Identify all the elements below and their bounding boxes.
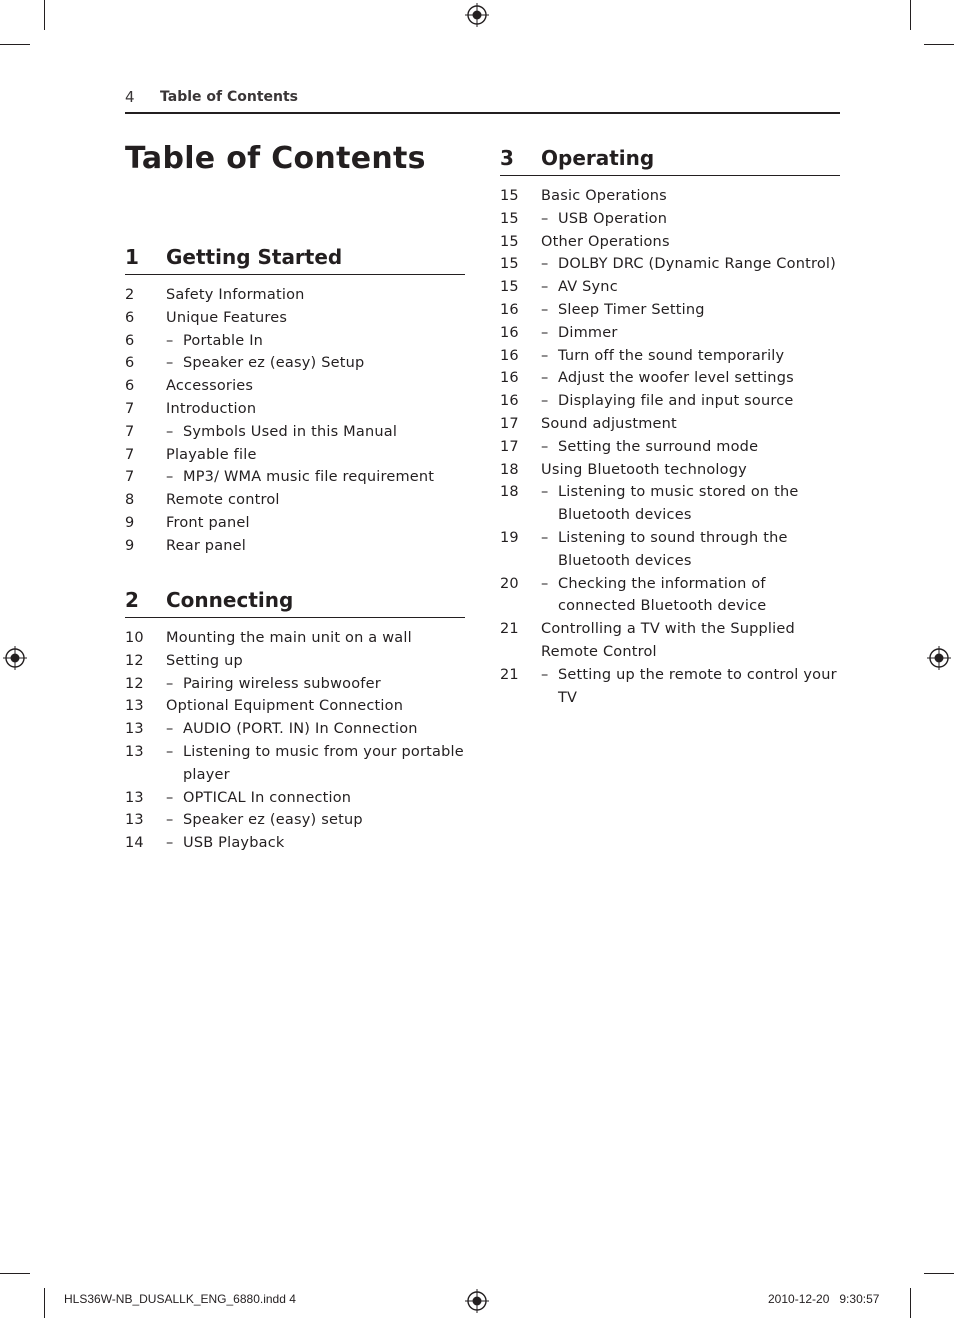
toc-entry-text: Introduction (166, 400, 257, 417)
dash-bullet-icon: – (541, 438, 549, 455)
toc-entry-text: Sound adjustment (541, 415, 677, 432)
toc-subentry (500, 253, 840, 276)
toc-entry-text: Setting up (166, 652, 243, 669)
toc-entry (125, 398, 465, 421)
toc-page-number: 7 (125, 446, 135, 463)
section-title: Operating (541, 146, 655, 170)
toc-entry-text: AUDIO (PORT. IN) In Connection (183, 721, 418, 738)
toc-entry (125, 489, 465, 512)
toc-page-number: 7 (125, 423, 135, 440)
toc-section-getting-started (125, 244, 465, 558)
toc-entry-text: Listening to music stored on the Bluetooth devices (558, 484, 799, 524)
footer-file-slug: HLS36W-NB_DUSALLK_ENG_6880.indd 4 (64, 1292, 296, 1306)
toc-subentry (125, 809, 465, 832)
toc-subentry (500, 664, 840, 710)
toc-page-number: 13 (125, 812, 144, 829)
toc-subentry (125, 832, 465, 855)
section-heading (125, 244, 465, 275)
section-number: 3 (500, 146, 514, 170)
toc-page-number: 16 (500, 370, 519, 387)
toc-entry-text: Front panel (166, 514, 250, 531)
toc-entry (125, 307, 465, 330)
toc-subentry (125, 466, 465, 489)
toc-page-number: 15 (500, 188, 519, 204)
toc-entry-text: Symbols Used in this Manual (183, 423, 398, 440)
dash-bullet-icon: – (166, 835, 174, 852)
toc-entry (125, 375, 465, 398)
toc-entry (500, 618, 840, 664)
toc-entry-text: DOLBY DRC (Dynamic Range Control) (558, 256, 836, 273)
page-number: 4 (125, 88, 135, 106)
section-heading (500, 145, 840, 176)
dash-bullet-icon: – (166, 675, 174, 692)
toc-entry-text: Speaker ez (easy) Setup (183, 355, 365, 372)
toc-entry-text: USB Operation (558, 210, 668, 227)
toc-entry-text: Remote control (166, 492, 280, 509)
dash-bullet-icon: – (541, 370, 549, 387)
toc-entry-text: Rear panel (166, 537, 247, 554)
section-number: 1 (125, 245, 139, 269)
toc-subentry (125, 352, 465, 375)
toc-entry (500, 185, 840, 208)
toc-entry (125, 512, 465, 535)
toc-page-number: 19 (500, 529, 519, 546)
dash-bullet-icon: – (541, 393, 549, 410)
toc-entry-text: Pairing wireless subwoofer (183, 675, 381, 692)
toc-entry-text: Checking the information of connected Bluetooth device (558, 575, 767, 615)
crop-mark (910, 0, 911, 30)
toc-page-number: 18 (500, 484, 519, 501)
dash-bullet-icon: – (541, 301, 549, 318)
toc-page-number: 12 (125, 675, 144, 692)
toc-entry-text: AV Sync (558, 279, 618, 296)
dash-bullet-icon: – (166, 812, 174, 829)
dash-bullet-icon: – (541, 347, 549, 364)
section-number: 2 (125, 588, 139, 612)
toc-subentry (500, 276, 840, 299)
toc-page-number: 2 (125, 287, 135, 303)
toc-page-number: 16 (500, 324, 519, 341)
toc-page-number: 6 (125, 332, 135, 349)
dash-bullet-icon: – (541, 484, 549, 501)
toc-entry-list (125, 627, 465, 855)
crop-mark (924, 44, 954, 45)
toc-entry-text: Safety Information (166, 287, 305, 303)
toc-subentry (500, 208, 840, 231)
toc-page-number: 15 (500, 210, 519, 227)
toc-entry (125, 627, 465, 650)
toc-entry (125, 535, 465, 558)
toc-section-connecting (125, 587, 465, 855)
toc-entry-text: Displaying file and input source (558, 393, 794, 410)
toc-entry-text: Unique Features (166, 309, 288, 326)
dash-bullet-icon: – (541, 529, 549, 546)
section-heading (125, 587, 465, 618)
dash-bullet-icon: – (166, 789, 174, 806)
dash-bullet-icon: – (541, 210, 549, 227)
toc-entry (125, 284, 465, 307)
toc-entry-text: MP3/ WMA music file requirement (183, 469, 435, 486)
dash-bullet-icon: – (166, 423, 174, 440)
toc-entry-text: Adjust the woofer level settings (558, 370, 794, 387)
toc-entry-text: Turn off the sound temporarily (558, 347, 785, 364)
toc-page-number: 18 (500, 461, 519, 478)
toc-page-number: 13 (125, 789, 144, 806)
toc-entry-text: Sleep Timer Setting (558, 301, 705, 318)
toc-entry-list (500, 185, 840, 709)
toc-page-number: 13 (125, 743, 144, 760)
toc-subentry (125, 673, 465, 696)
footer-datetime: 2010-12-20 9:30:57 (768, 1292, 880, 1306)
toc-page-number: 6 (125, 378, 135, 395)
dash-bullet-icon: – (166, 332, 174, 349)
toc-entry (125, 444, 465, 467)
toc-subentry (125, 718, 465, 741)
toc-page-number: 15 (500, 279, 519, 296)
toc-page-number: 9 (125, 537, 135, 554)
toc-entry-list (125, 284, 465, 558)
toc-section-operating (500, 145, 840, 709)
toc-entry-text: Optional Equipment Connection (166, 698, 404, 715)
toc-page-number: 14 (125, 835, 144, 852)
registration-mark-icon (2, 645, 28, 671)
section-title: Connecting (166, 588, 294, 612)
toc-page-number: 12 (125, 652, 144, 669)
toc-page-number: 13 (125, 721, 144, 738)
crop-mark (910, 1288, 911, 1318)
toc-subentry (125, 330, 465, 353)
dash-bullet-icon: – (166, 469, 174, 486)
toc-page-number: 9 (125, 514, 135, 531)
toc-entry-text: Other Operations (541, 233, 670, 250)
dash-bullet-icon: – (541, 279, 549, 296)
toc-entry (500, 231, 840, 254)
toc-page-number: 6 (125, 355, 135, 372)
toc-entry-text: Listening to sound through the Bluetooth devices (558, 529, 788, 569)
toc-page-number: 7 (125, 469, 135, 486)
toc-entry-text: Portable In (183, 332, 264, 349)
toc-entry-text: Accessories (166, 378, 254, 395)
toc-entry-text: Setting the surround mode (558, 438, 759, 455)
toc-page-number: 21 (500, 666, 519, 683)
toc-page-number: 10 (125, 630, 144, 646)
crop-mark (0, 44, 30, 45)
dash-bullet-icon: – (541, 575, 549, 592)
dash-bullet-icon: – (541, 256, 549, 273)
toc-entry-text: Listening to music from your portable player (183, 743, 464, 783)
crop-mark (924, 1273, 954, 1274)
toc-subentry (500, 481, 840, 527)
toc-subentry (500, 299, 840, 322)
running-header-title: Table of Contents (160, 89, 299, 105)
toc-entry-text: Speaker ez (easy) setup (183, 812, 363, 829)
toc-page-number: 17 (500, 415, 519, 432)
toc-page-number: 15 (500, 233, 519, 250)
dash-bullet-icon: – (541, 666, 549, 683)
toc-page-number: 16 (500, 393, 519, 410)
registration-mark-icon (926, 645, 952, 671)
toc-entry-text: Mounting the main unit on a wall (166, 630, 412, 646)
toc-entry-text: Dimmer (558, 324, 618, 341)
dash-bullet-icon: – (166, 743, 174, 760)
dash-bullet-icon: – (541, 324, 549, 341)
toc-entry-text: USB Playback (183, 835, 285, 852)
toc-subentry (500, 390, 840, 413)
toc-page-number: 6 (125, 309, 135, 326)
toc-page-number: 13 (125, 698, 144, 715)
toc-entry-text: Using Bluetooth technology (541, 461, 747, 478)
running-header (125, 86, 840, 114)
toc-page-number: 17 (500, 438, 519, 455)
toc-entry-text: Basic Operations (541, 188, 667, 204)
toc-subentry (125, 741, 465, 787)
registration-mark-icon (464, 1288, 490, 1314)
toc-subentry (125, 787, 465, 810)
toc-page-number: 15 (500, 256, 519, 273)
dash-bullet-icon: – (166, 721, 174, 738)
toc-page-number: 16 (500, 301, 519, 318)
toc-entry-text: Controlling a TV with the Supplied Remote Control (541, 621, 795, 660)
toc-entry (125, 695, 465, 718)
registration-mark-icon (464, 2, 490, 28)
toc-entry (125, 650, 465, 673)
crop-mark (44, 1288, 45, 1318)
page-title: Table of Contents (125, 141, 426, 176)
dash-bullet-icon: – (166, 355, 174, 372)
toc-page-number: 20 (500, 575, 519, 592)
toc-subentry (500, 436, 840, 459)
toc-entry-text: Playable file (166, 446, 257, 463)
toc-entry (500, 459, 840, 482)
toc-page-number: 21 (500, 621, 519, 638)
toc-entry-text: Setting up the remote to control your TV (558, 666, 837, 706)
toc-page-number: 16 (500, 347, 519, 364)
toc-page-number: 7 (125, 400, 135, 417)
toc-entry (500, 413, 840, 436)
toc-subentry (500, 345, 840, 368)
toc-subentry (500, 322, 840, 345)
toc-subentry (500, 527, 840, 573)
section-title: Getting Started (166, 245, 343, 269)
toc-entry-text: OPTICAL In connection (183, 789, 352, 806)
toc-subentry (500, 573, 840, 619)
toc-subentry (500, 367, 840, 390)
toc-subentry (125, 421, 465, 444)
crop-mark (0, 1273, 30, 1274)
crop-mark (44, 0, 45, 30)
toc-page-number: 8 (125, 492, 135, 509)
